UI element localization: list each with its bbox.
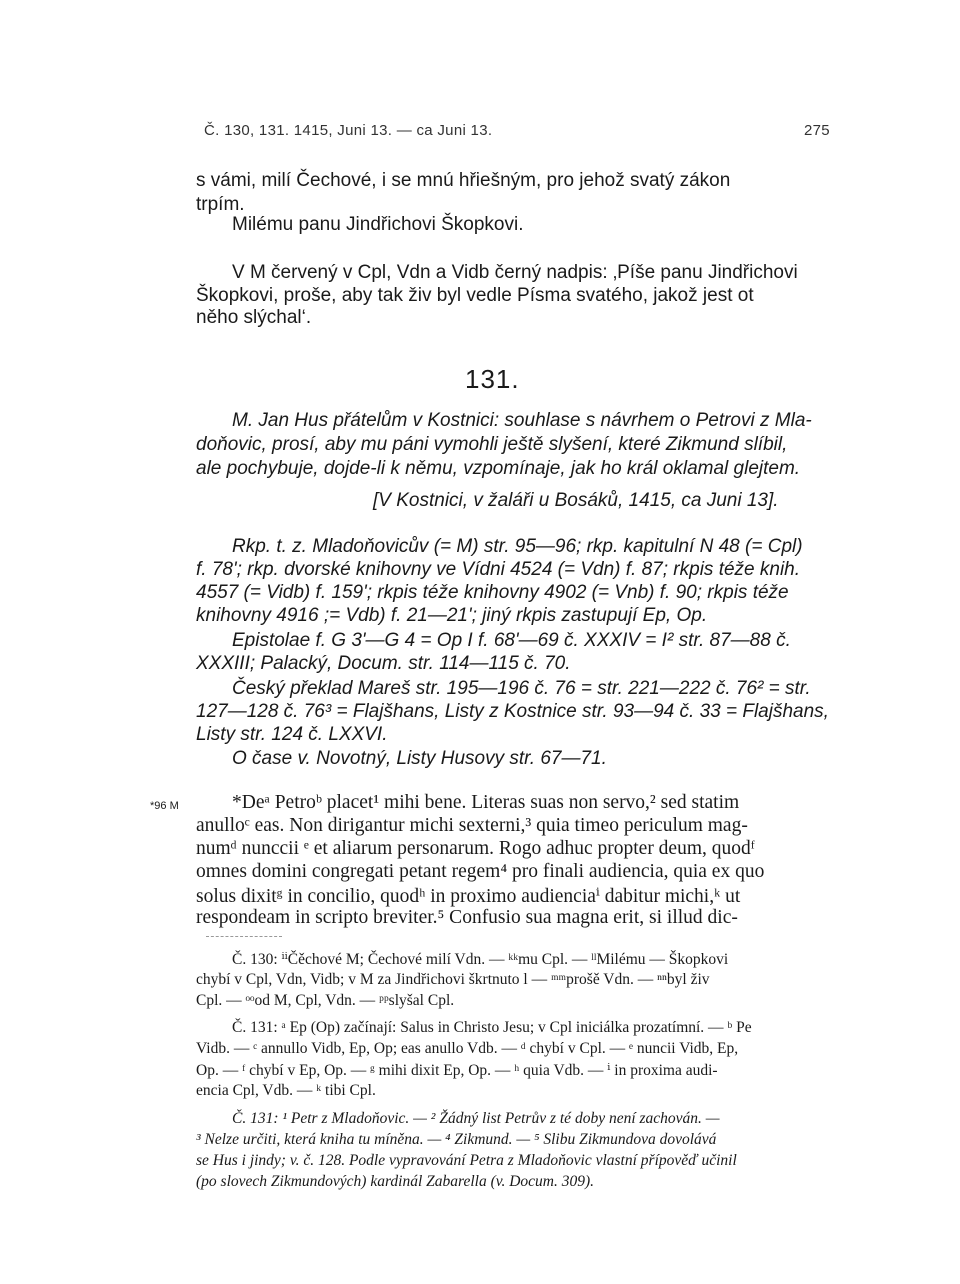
text-line: s vámi, milí Čechové, i se mnú hřiešným, pro jehož svatý zákon	[196, 170, 731, 191]
footnote-line: Č. 131: ¹ Petr z Mladoňovic. — ² Žádný list Petrův z té doby není zachován. —	[232, 1110, 720, 1127]
source-line: 4557 (= Vidb) f. 159'; rkpis téže knihovny 4902 (= Vnb) f. 90; rkpis téže	[196, 582, 789, 603]
regest-line: ale pochybuje, dojde-li k němu, vzpomínaje, jak ho král oklamal glejtem.	[196, 458, 801, 479]
text-line: Milému panu Jindřichovi Škopkovi.	[232, 214, 524, 235]
footnote-divider	[206, 936, 282, 937]
text-line: trpím.	[196, 194, 245, 215]
source-line: XXXIII; Palacký, Docum. str. 114—115 č. 70.	[196, 653, 571, 674]
note-line: něho slýchal‘.	[196, 307, 312, 328]
document-number: 131.	[465, 364, 520, 394]
latin-line: omnes domini congregati petant regem⁴ pro finali audiencia, quia ex quo	[196, 861, 765, 882]
latin-line: numᵈ nunccii ᵉ et aliarum personarum. Rogo adhuc propter deum, quodᶠ	[196, 838, 755, 859]
latin-line: solus dixitᵍ in concilio, quodʰ in proximo audienciaⁱ dabitur michi,ᵏ ut	[196, 886, 741, 907]
footnote-line: (po slovech Zikmundových) kardinál Zabarella (v. Docum. 309).	[196, 1173, 595, 1190]
source-line: f. 78'; rkp. dvorské knihovny ve Vídni 4524 (= Vdn) f. 87; rkpis téže knih.	[196, 559, 801, 580]
note-line: V M červený v Cpl, Vdn a Vidb černý nadpis: ‚Píše panu Jindřichovi	[232, 262, 798, 283]
footnote-line: Č. 131: ᵃ Ep (Op) začínají: Salus in Christo Jesu; v Cpl iniciálka prozatímní. — ᵇ Pe	[232, 1019, 752, 1036]
footnote-line: ³ Nelze určiti, která kniha tu míněna. — ⁴ Zikmund. — ⁵ Slibu Zikmundova dovolává	[196, 1131, 717, 1148]
footnote-line: Vidb. — ᶜ annullo Vidb, Ep, Op; eas anullo Vdb. — ᵈ chybí v Cpl. — ᵉ nuncii Vidb, Ep,	[196, 1040, 739, 1057]
footnote-line: Č. 130: ⁱⁱČěchové M; Čechové milí Vdn. — ᵏᵏmu Cpl. — ˡˡMilému — Škopkovi	[232, 951, 729, 968]
footnote-line: se Hus i jindy; v. č. 128. Podle vypravování Petra z Mladoňovic vlastní přípověď učinil	[196, 1152, 737, 1169]
running-header: Č. 130, 131. 1415, Juni 13. — ca Juni 13.	[204, 122, 493, 139]
footnote-line: chybí v Cpl, Vdn, Vidb; v M za Jindřichovi škrtnuto l — ᵐᵐprošě Vdn. — ⁿⁿbyl živ	[196, 971, 710, 988]
source-line: O čase v. Novotný, Listy Husovy str. 67—71.	[232, 748, 607, 769]
source-line: 127—128 č. 76³ = Flajšhans, Listy z Kostnice str. 93—94 č. 33 = Flajšhans,	[196, 701, 829, 722]
source-line: Epistolae f. G 3'—G 4 = Op I f. 68'—69 č. XXXIV = I² str. 87—88 č.	[232, 630, 791, 651]
source-line: knihovny 4916 ;= Vdb) f. 21—21'; jiný rkpis zastupují Ep, Op.	[196, 605, 708, 626]
latin-line: respondeam in scripto breviter.⁵ Confusio sua magna erit, si illud dic-	[196, 907, 738, 928]
latin-line: *Deᵃ Petroᵇ placet¹ mihi bene. Literas suas non servo,² sed statim	[232, 792, 740, 813]
note-line: Škopkovi, proše, aby tak živ byl vedle Písma svatého, jakož jest ot	[196, 285, 754, 306]
date-place-line: [V Kostnici, v žaláři u Bosáků, 1415, ca Juni 13].	[373, 490, 779, 511]
source-line: Rkp. t. z. Mladoňovicův (= M) str. 95—96; rkp. kapitulní N 48 (= Cpl)	[232, 536, 803, 557]
footnote-line: encia Cpl, Vdb. — ᵏ tibi Cpl.	[196, 1082, 376, 1099]
page-number: 275	[804, 122, 830, 139]
regest-line: M. Jan Hus přátelům v Kostnici: souhlase s návrhem o Petrovi z Mla-	[232, 410, 812, 431]
regest-line: doňovic, prosí, aby mu páni vymohli ještě slyšení, které Zikmund slíbil,	[196, 434, 788, 455]
latin-line: anulloᶜ eas. Non dirigantur michi sexterni,³ quia timeo periculum mag-	[196, 815, 748, 836]
source-line: Listy str. 124 č. LXXVI.	[196, 724, 388, 745]
margin-note: *96 M	[150, 800, 179, 812]
footnote-line: Cpl. — ᵒᵒod M, Cpl, Vdn. — ᵖᵖslyšal Cpl.	[196, 992, 455, 1009]
footnote-line: Op. — ᶠ chybí v Ep, Op. — ᵍ mihi dixit Ep, Op. — ʰ quia Vdb. — ⁱ in proxima audi-	[196, 1062, 718, 1079]
source-line: Český překlad Mareš str. 195—196 č. 76 = str. 221—222 č. 76² = str.	[232, 678, 811, 699]
